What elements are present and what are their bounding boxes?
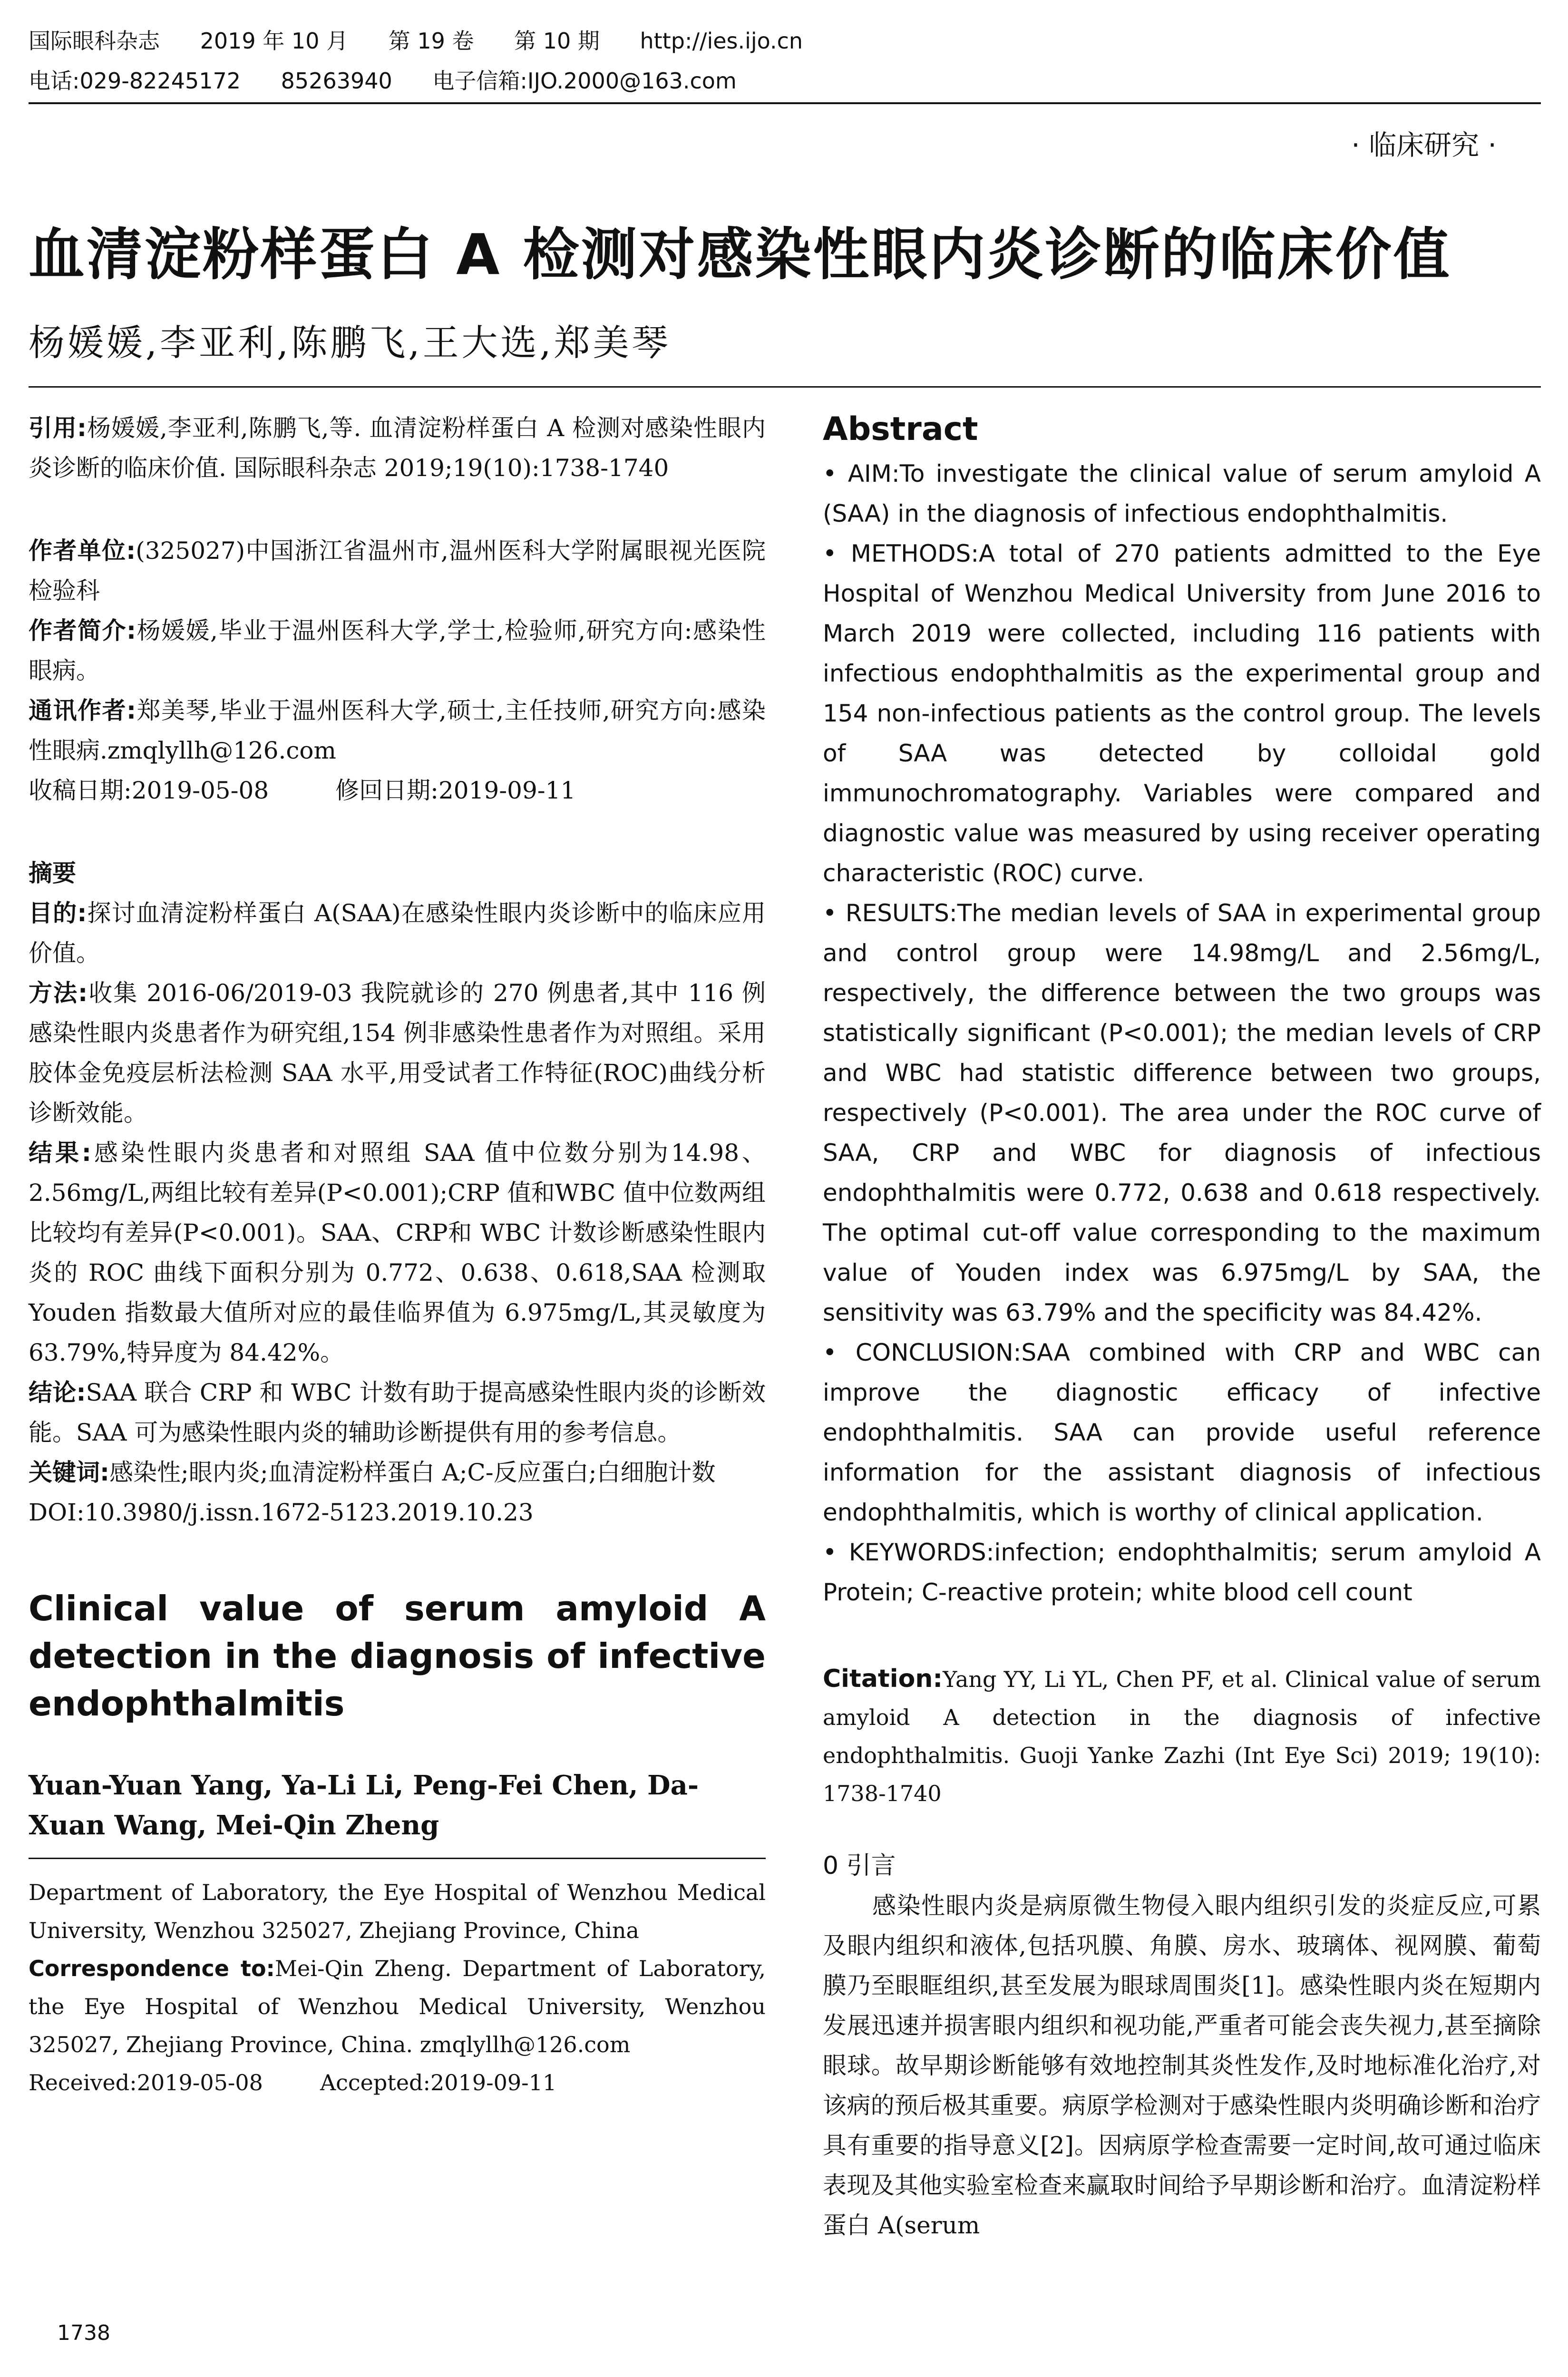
- corresponding-author-cn: [29, 691, 766, 770]
- correspondence-en: [29, 1949, 766, 2064]
- conclusion-en: • CONCLUSION:SAA combined with CRP and WBC can improve the diagnostic efficacy of infective endophthalmitis. SAA can provide useful reference information for the assistant diagnosis of infectious endophthalmitis, which is worthy of clinical application.: [823, 1339, 1541, 1526]
- results-cn-label: 结果:: [29, 1139, 91, 1167]
- author-bio-text: 杨媛媛,毕业于温州医科大学,学士,检验师,研究方向:感染性眼病。: [29, 617, 766, 684]
- corresponding-cn-label: 通讯作者:: [29, 697, 136, 724]
- correspondence-en-text: Mei-Qin Zheng. Department of Laboratory, the Eye Hospital of Wenzhou Medical University, Wenzhou 325027, Zhejiang Province, China. zmqlyllh@126.com: [29, 1956, 766, 2057]
- results-en-text: The median levels of SAA in experimental group and control group were 14.98mg/L and 2.56mg/L, respectively, the difference between the two groups was statistically significant (P<0.001); the median levels of CRP and WBC had statistic difference between two groups, respectively (P<0.001). The area under the ROC curve of SAA, CRP and WBC for diagnosis of infectious endophthalmitis were 0.772, 0.638 and 0.618 respectively. The optimal cut-off value corresponding to the maximum value of Youden index was 6.975mg/L by SAA, the sensitivity was 63.79% and the specificity was 84.42%.: [823, 899, 1541, 1326]
- section-tag: · 临床研究 ·: [1351, 129, 1497, 161]
- methods-cn-text: 收集 2016-06/2019-03 我院就诊的 270 例患者,其中 116 例感染性眼内炎患者作为研究组,154 例非感染性患者作为对照组。采用胶体金免疫层析法检测 SAA 水平,用受试者工作特征(ROC)曲线分析诊断效能。: [29, 979, 766, 1127]
- conclusion-cn-text: SAA 联合 CRP 和 WBC 计数有助于提高感染性眼内炎的诊断效能。SAA 可为感染性眼内炎的辅助诊断提供有用的参考信息。: [29, 1379, 766, 1446]
- phone: 电话:029-82245172: [29, 68, 241, 94]
- citation-cn-text: 杨媛媛,李亚利,陈鹏飞,等. 血清淀粉样蛋白 A 检测对感染性眼内炎诊断的临床价值. 国际眼科杂志 2019;19(10):1738-1740: [29, 414, 766, 482]
- aim-cn-text: 探讨血清淀粉样蛋白 A(SAA)在感染性眼内炎诊断中的临床应用价值。: [29, 899, 766, 967]
- journal-name: 国际眼科杂志: [29, 28, 160, 54]
- citation-en: [823, 1660, 1541, 1812]
- aim-cn-label: 目的:: [29, 899, 87, 927]
- conclusion-cn-label: 结论:: [29, 1379, 86, 1406]
- citation-cn-label: 引用:: [29, 414, 87, 442]
- citation-en-text: Yang YY, Li YL, Chen PF, et al. Clinical value of serum amyloid A detection in the diagnosis of infective endophthalmitis. Guoji Yanke Zazhi (Int Eye Sci) 2019; 19(10): 1738-1740: [823, 1666, 1541, 1806]
- page-title: 血清淀粉样蛋白 A 检测对感染性眼内炎诊断的临床价值: [29, 222, 1451, 287]
- keywords-cn: [29, 1452, 766, 1492]
- received-cn: 收稿日期:2019-05-08: [29, 777, 269, 804]
- received-en: Received:2019-05-08: [29, 2070, 263, 2095]
- accepted-en: Accepted:2019-09-11: [320, 2070, 557, 2095]
- keywords-en-text: infection; endophthalmitis; serum amyloid A Protein; C-reactive protein; white blood cell count: [823, 1539, 1541, 1606]
- title-rule: [29, 386, 1541, 388]
- author-unit-label: 作者单位:: [29, 537, 136, 565]
- abstract-cn-heading: 摘要: [29, 859, 76, 887]
- conclusion-en-label: CONCLUSION:: [855, 1339, 1022, 1366]
- phone-alt: 85263940: [281, 68, 392, 94]
- methods-cn: [29, 973, 766, 1133]
- abstract-en-heading: Abstract: [823, 410, 978, 448]
- journal-header: [29, 21, 1541, 101]
- keywords-en: • KEYWORDS:infection; endophthalmitis; serum amyloid A Protein; C-reactive protein; white blood cell count: [823, 1539, 1541, 1606]
- left-column: [29, 408, 766, 2102]
- keywords-cn-label: 关键词:: [29, 1459, 109, 1486]
- correspondence-en-label: Correspondence to:: [29, 1956, 275, 1981]
- header-rule: [29, 102, 1541, 104]
- revised-cn: 修回日期:2019-09-11: [335, 777, 576, 804]
- english-title: Clinical value of serum amyloid A detection in the diagnosis of infective endophthalmitis: [29, 1588, 766, 1724]
- volume: 第 19 卷: [388, 28, 474, 54]
- results-en: • RESULTS:The median levels of SAA in experimental group and control group were 14.98mg/L and 2.56mg/L, respectively, the difference between the two groups was statistically significant (P<0.001); the median levels of CRP and WBC had statistic difference between two groups, respectively (P<0.001). The area under the ROC curve of SAA, CRP and WBC for diagnosis of infectious endophthalmitis were 0.772, 0.638 and 0.618 respectively. The optimal cut-off value corresponding to the maximum value of Youden index was 6.975mg/L by SAA, the sensitivity was 63.79% and the specificity was 84.42%.: [823, 899, 1541, 1326]
- author-bio-label: 作者简介:: [29, 617, 136, 644]
- methods-en-text: A total of 270 patients admitted to the Eye Hospital of Wenzhou Medical University from June 2016 to March 2019 were collected, including 116 patients with infectious endophthalmitis as the experimental group and 154 non-infectious patients as the control group. The levels of SAA was detected by colloidal gold immunochromatography. Variables were compared and diagnostic value was measured by using receiver operating characteristic (ROC) curve.: [823, 540, 1541, 887]
- issue-number: 第 10 期: [514, 28, 600, 54]
- english-authors: Yuan-Yuan Yang, Ya-Li Li, Peng-Fei Chen, Da-Xuan Wang, Mei-Qin Zheng: [29, 1770, 699, 1841]
- affiliation-rule: [29, 1858, 766, 1859]
- dates-cn: [29, 770, 766, 810]
- journal-url[interactable]: http://ies.ijo.cn: [640, 28, 803, 54]
- intro-paragraph: 感染性眼内炎是病原微生物侵入眼内组织引发的炎症反应,可累及眼内组织和液体,包括巩膜、角膜、房水、玻璃体、视网膜、葡萄膜乃至眼眶组织,甚至发展为眼球周围炎[1]。感染性眼内炎在短期内发展迅速并损害眼内组织和视功能,严重者可能会丧失视力,甚至摘除眼球。故早期诊断能够有效地控制其炎性发作,及时地标准化治疗,对该病的预后极其重要。病原学检测对于感染性眼内炎明确诊断和治疗具有重要的指导意义[2]。因病原学检查需要一定时间,故可通过临床表现及其他实验室检查来赢取时间给予早期诊断和治疗。血清淀粉样蛋白 A(serum: [823, 1892, 1541, 2239]
- methods-en-label: METHODS:: [850, 540, 979, 567]
- aim-en: • AIM:To investigate the clinical value of serum amyloid A (SAA) in the diagnosis of infectious endophthalmitis.: [823, 460, 1541, 527]
- aim-en-label: AIM:: [847, 460, 900, 487]
- methods-cn-label: 方法:: [29, 979, 88, 1007]
- authors-cn: 杨媛媛,李亚利,陈鹏飞,王大选,郑美琴: [29, 321, 671, 364]
- results-en-label: RESULTS:: [845, 899, 957, 927]
- dates-en: [29, 2064, 766, 2102]
- issue-date: 2019 年 10 月: [200, 28, 349, 54]
- citation-en-label: Citation:: [823, 1665, 943, 1693]
- affiliation-en: Department of Laboratory, the Eye Hospital of Wenzhou Medical University, Wenzhou 325027, Zhejiang Province, China: [29, 1880, 766, 1943]
- corresponding-cn-text: 郑美琴,毕业于温州医科大学,硕士,主任技师,研究方向:感染性眼病.zmqlyllh@126.com: [29, 697, 766, 764]
- doi[interactable]: DOI:10.3980/j.issn.1672-5123.2019.10.23: [29, 1499, 534, 1526]
- email[interactable]: 电子信箱:IJO.2000@163.com: [432, 68, 737, 94]
- keywords-en-label: KEYWORDS:: [848, 1539, 994, 1566]
- results-cn: [29, 1133, 766, 1373]
- methods-en: • METHODS:A total of 270 patients admitted to the Eye Hospital of Wenzhou Medical University from June 2016 to March 2019 were collected, including 116 patients with infectious endophthalmitis as the experimental group and 154 non-infectious patients as the control group. The levels of SAA was detected by colloidal gold immunochromatography. Variables were compared and diagnostic value was measured by using receiver operating characteristic (ROC) curve.: [823, 540, 1541, 887]
- right-column: [823, 408, 1541, 2245]
- citation-cn: [29, 408, 766, 488]
- conclusion-en-text: SAA combined with CRP and WBC can improve the diagnostic efficacy of infective endophthalmitis. SAA can provide useful reference information for the assistant diagnosis of infectious endophthalmitis, which is worthy of clinical application.: [823, 1339, 1541, 1526]
- page-number: 1738: [57, 2321, 110, 2345]
- aim-cn: [29, 893, 766, 973]
- results-cn-text: 感染性眼内炎患者和对照组 SAA 值中位数分别为14.98、2.56mg/L,两组比较有差异(P<0.001);CRP 值和WBC 值中位数两组比较均有差异(P<0.001)。SAA、CRP和 WBC 计数诊断感染性眼内炎的 ROC 曲线下面积分别为 0.772、0.638、0.618,SAA 检测取 Youden 指数最大值所对应的最佳临界值为 6.975mg/L,其灵敏度为 63.79%,特异度为 84.42%。: [29, 1139, 766, 1366]
- author-unit-text: (325027)中国浙江省温州市,温州医科大学附属眼视光医院检验科: [29, 537, 766, 604]
- keywords-cn-text: 感染性;眼内炎;血清淀粉样蛋白 A;C-反应蛋白;白细胞计数: [109, 1459, 716, 1486]
- author-unit: [29, 531, 766, 611]
- aim-en-text: To investigate the clinical value of serum amyloid A (SAA) in the diagnosis of infectious endophthalmitis.: [823, 460, 1541, 527]
- intro-heading: 0 引言: [823, 1851, 896, 1880]
- conclusion-cn: [29, 1373, 766, 1452]
- author-bio: [29, 611, 766, 691]
